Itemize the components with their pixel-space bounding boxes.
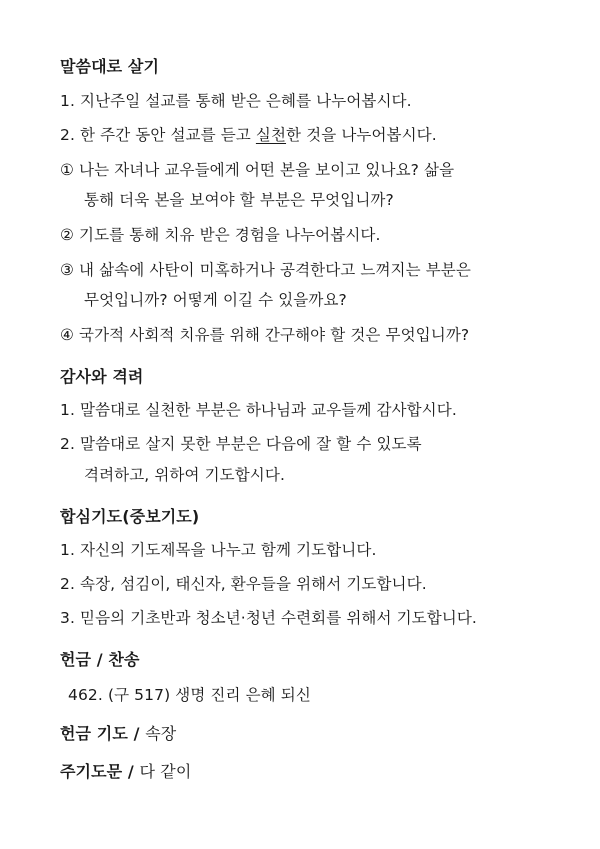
heading-value: 다 같이 <box>139 762 192 781</box>
sub-list-item: ① 나는 자녀나 교우들에게 어떤 본을 보이고 있나요? 삶을 <box>60 161 455 179</box>
section-heading-thanks: 감사와 격려 <box>60 367 144 386</box>
list-item-text: 2. 한 주간 동안 설교를 듣고 <box>60 126 256 144</box>
list-item: 2. 말씀대로 살지 못한 부분은 다음에 잘 할 수 있도록 <box>60 435 422 453</box>
heading-label: 주기도문 / <box>60 762 140 781</box>
section-heading-prayer: 합심기도(중보기도) <box>60 507 200 526</box>
section-heading-offering-prayer <box>60 724 176 744</box>
list-item-text: 한 것을 나누어봅시다. <box>286 126 437 144</box>
list-item: 1. 자신의 기도제목을 나누고 함께 기도합니다. <box>60 541 377 559</box>
section-heading-living-by-word: 말씀대로 살기 <box>60 57 160 76</box>
sub-list-item: ③ 내 삶속에 사탄이 미혹하거나 공격한다고 느껴지는 부분은 <box>60 261 471 279</box>
list-item <box>60 125 437 145</box>
list-item-continuation: 격려하고, 위하여 기도합시다. <box>84 466 285 484</box>
list-item: 1. 지난주일 설교를 통해 받은 은혜를 나누어봅시다. <box>60 92 412 110</box>
heading-label: 헌금 기도 / <box>60 724 146 743</box>
section-heading-lords-prayer <box>60 762 191 782</box>
list-item: 1. 말씀대로 실천한 부분은 하나님과 교우들께 감사합시다. <box>60 401 457 419</box>
sub-list-item: ④ 국가적 사회적 치유를 위해 간구해야 할 것은 무엇입니까? <box>60 326 470 344</box>
hymn-line: 462. (구 517) 생명 진리 은혜 되신 <box>68 686 311 704</box>
sub-list-item-continuation: 무엇입니까? 어떻게 이길 수 있을까요? <box>84 291 347 309</box>
heading-value: 속장 <box>145 724 177 743</box>
sub-list-item: ② 기도를 통해 치유 받은 경험을 나누어봅시다. <box>60 226 381 244</box>
list-item: 3. 믿음의 기초반과 청소년·청년 수련회를 위해서 기도합니다. <box>60 609 477 627</box>
sub-list-item-continuation: 통해 더욱 본을 보여야 할 부분은 무엇입니까? <box>84 191 394 209</box>
section-heading-offering-hymn: 헌금 / 찬송 <box>60 650 140 669</box>
list-item: 2. 속장, 섬김이, 태신자, 환우들을 위해서 기도합니다. <box>60 575 427 593</box>
underlined-text: 실천 <box>255 126 287 144</box>
